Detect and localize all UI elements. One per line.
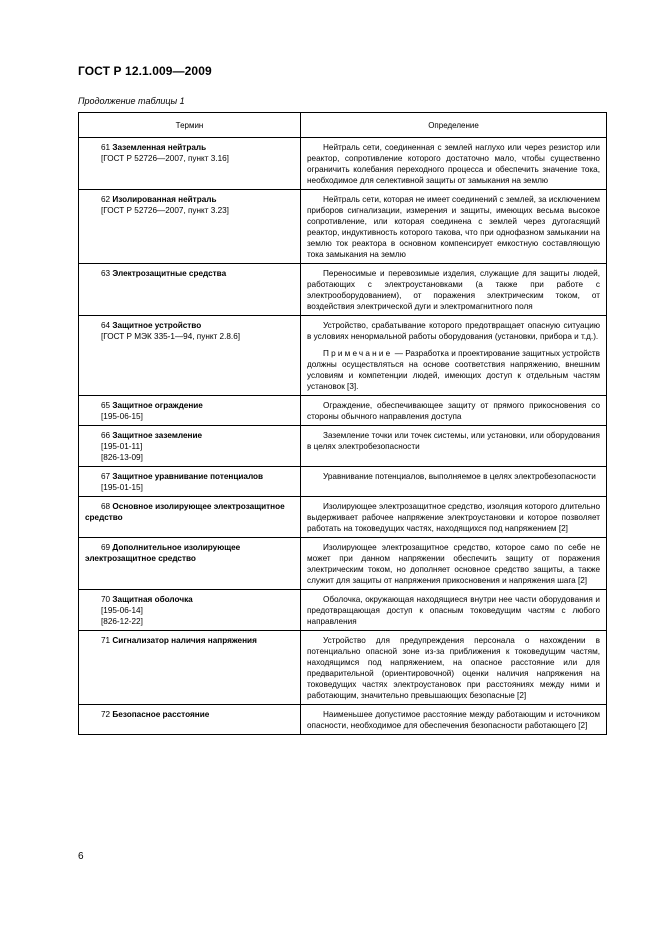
term-source: [ГОСТ Р 52726—2007, пункт 3.16] (101, 154, 229, 163)
definition-text: Устройство для предупреждения персонала о нахождении в потенциально опасной зоне из-за приближения к токоведущим частям, находящимся под напряжением, на опасное расстояние или для предварительной (ориентировочной) оценки наличия напряжения на токоведущих частях электроустановок при расстояниях между ними и работающим, значительно превышающих безопасные [2] (307, 636, 600, 700)
definition-text: Изолирующее электрозащитное средство, изоляция которого длительно выдерживает рабочее напряжение электроустановки и которое позволяет работать на токоведущих частях, находящихся под напряжением [2] (307, 502, 601, 533)
table-row (79, 497, 607, 538)
definition-text: Нейтраль сети, которая не имеет соединений с землей, за исключением приборов сигнализации, измерения и защиты, имеющих весьма высокое сопротивление, или которая соединена с землей через дугогасящий реактор, индуктивность которого такова, что при однофазном замыкании на землю ток реактора в основном компенсирует емкостную составляющую тока замыкания на землю (307, 195, 600, 259)
page-number: 6 (78, 851, 84, 862)
term-name: Защитное ограждение (112, 401, 203, 410)
term-name: Дополнительное изолирующее электрозащитное средство (85, 543, 241, 563)
definition-text: Заземление точки или точек системы, или установки, или оборудования в целях электробезопасности (307, 431, 600, 451)
table-row (79, 590, 607, 631)
term-name: Изолированная нейтраль (112, 195, 217, 204)
definition-text: Устройство, срабатывание которого предотвращает опасную ситуацию в условиях ненормальной работы оборудования (установки, прибора и т.д.). (307, 321, 600, 341)
term-number: 71 (101, 636, 111, 645)
table-row (79, 190, 607, 264)
definition-cell (301, 467, 607, 497)
term-source: [826-13-09] (101, 453, 143, 462)
definition-cell (301, 497, 607, 538)
term-name: Безопасное расстояние (112, 710, 210, 719)
definition-cell (301, 138, 607, 190)
definition-cell (301, 190, 607, 264)
table-row (79, 631, 607, 705)
term-cell (79, 538, 301, 590)
term-source: [ГОСТ Р 52726—2007, пункт 3.23] (101, 206, 229, 215)
definition-cell (301, 538, 607, 590)
term-name: Электрозащитные средства (112, 269, 227, 278)
term-cell (79, 705, 301, 735)
term-number: 66 (101, 431, 111, 440)
definition-note (307, 348, 600, 392)
term-number: 65 (101, 401, 111, 410)
definition-text: Ограждение, обеспечивающее защиту от прямого прикосновения со стороны обычного направления доступа (307, 401, 600, 421)
term-number: 68 (101, 502, 111, 511)
definition-text: Нейтраль сети, соединенная с землей наглухо или через резистор или реактор, сопротивление которого достаточно мало, чтобы существенно ограничить колебания переходного процесса и обеспечить значение тока, необходимое для селективной защиты от замыкания на землю (307, 143, 600, 185)
term-number: 61 (101, 143, 111, 152)
column-header-term: Термин (79, 113, 301, 138)
term-number: 63 (101, 269, 111, 278)
term-source: [195-01-11] (101, 442, 143, 451)
definition-cell (301, 426, 607, 467)
definition-text: Переносимые и перевозимые изделия, служащие для защиты людей, работающих с электроустановками (а также при работе с электрооборудованием), от поражения электрическим током, от воздействия электрической дуги и электромагнитного поля (307, 269, 600, 311)
table-body (79, 138, 607, 735)
term-name: Основное изолирующее электрозащитное средство (85, 502, 285, 522)
term-cell (79, 631, 301, 705)
table-row (79, 138, 607, 190)
definition-cell (301, 264, 607, 316)
column-header-definition: Определение (301, 113, 607, 138)
term-cell (79, 590, 301, 631)
definition-cell (301, 631, 607, 705)
note-label: Примечание (323, 349, 393, 358)
term-number: 70 (101, 595, 111, 604)
table-row (79, 396, 607, 426)
term-name: Сигнализатор наличия напряжения (112, 636, 257, 645)
note-text: — Разработка и проектирование защитных устройств должны осуществляться на основе соответствия напряжению, внешним условиям и компетенции людей, имеющих доступ к отдельным частям установок [3]. (307, 349, 600, 391)
term-name: Защитная оболочка (112, 595, 193, 604)
term-cell (79, 190, 301, 264)
term-cell (79, 426, 301, 467)
term-source: [195-06-14] (101, 606, 143, 615)
term-name: Защитное заземление (112, 431, 203, 440)
term-cell (79, 467, 301, 497)
table-row (79, 538, 607, 590)
terms-table (78, 112, 607, 735)
definition-cell (301, 590, 607, 631)
term-cell (79, 497, 301, 538)
definition-cell (301, 316, 607, 396)
table-row (79, 264, 607, 316)
table-row (79, 426, 607, 467)
definition-text: Наименьшее допустимое расстояние между работающим и источником опасности, необходимое для обеспечения безопасности работающего [2] (307, 710, 600, 730)
definition-cell (301, 705, 607, 735)
term-name: Защитное уравнивание потенциалов (112, 472, 264, 481)
document-code: ГОСТ Р 12.1.009—2009 (78, 64, 212, 78)
term-source: [826-12-22] (101, 617, 143, 626)
table-row (79, 467, 607, 497)
definition-text: Уравнивание потенциалов, выполняемое в целях электробезопасности (323, 472, 596, 481)
term-cell (79, 316, 301, 396)
definition-cell (301, 396, 607, 426)
term-source: [195-06-15] (101, 412, 143, 421)
term-number: 69 (101, 543, 111, 552)
term-name: Защитное устройство (112, 321, 202, 330)
table-row (79, 705, 607, 735)
table-row (79, 316, 607, 396)
definition-text: Изолирующее электрозащитное средство, которое само по себе не может при данном напряжении обеспечить защиту от поражения электрическим током, но дополняет основное средство защиты, а также служит для защиты от напряжения прикосновения и напряжения шага [2] (307, 543, 600, 585)
term-number: 72 (101, 710, 111, 719)
term-name: Заземленная нейтраль (112, 143, 207, 152)
term-source: [ГОСТ Р МЭК 335-1—94, пункт 2.8.6] (101, 332, 241, 341)
definition-text: Оболочка, окружающая находящиеся внутри нее части оборудования и предотвращающая доступ к опасным токоведущим частям с любого направления (307, 595, 600, 626)
term-cell (79, 138, 301, 190)
term-cell (79, 396, 301, 426)
term-number: 67 (101, 472, 111, 481)
term-number: 64 (101, 321, 111, 330)
table-header-row (79, 113, 607, 138)
term-source: [195-01-15] (101, 483, 143, 492)
term-cell (79, 264, 301, 316)
table-continuation-caption: Продолжение таблицы 1 (78, 96, 185, 106)
term-number: 62 (101, 195, 111, 204)
